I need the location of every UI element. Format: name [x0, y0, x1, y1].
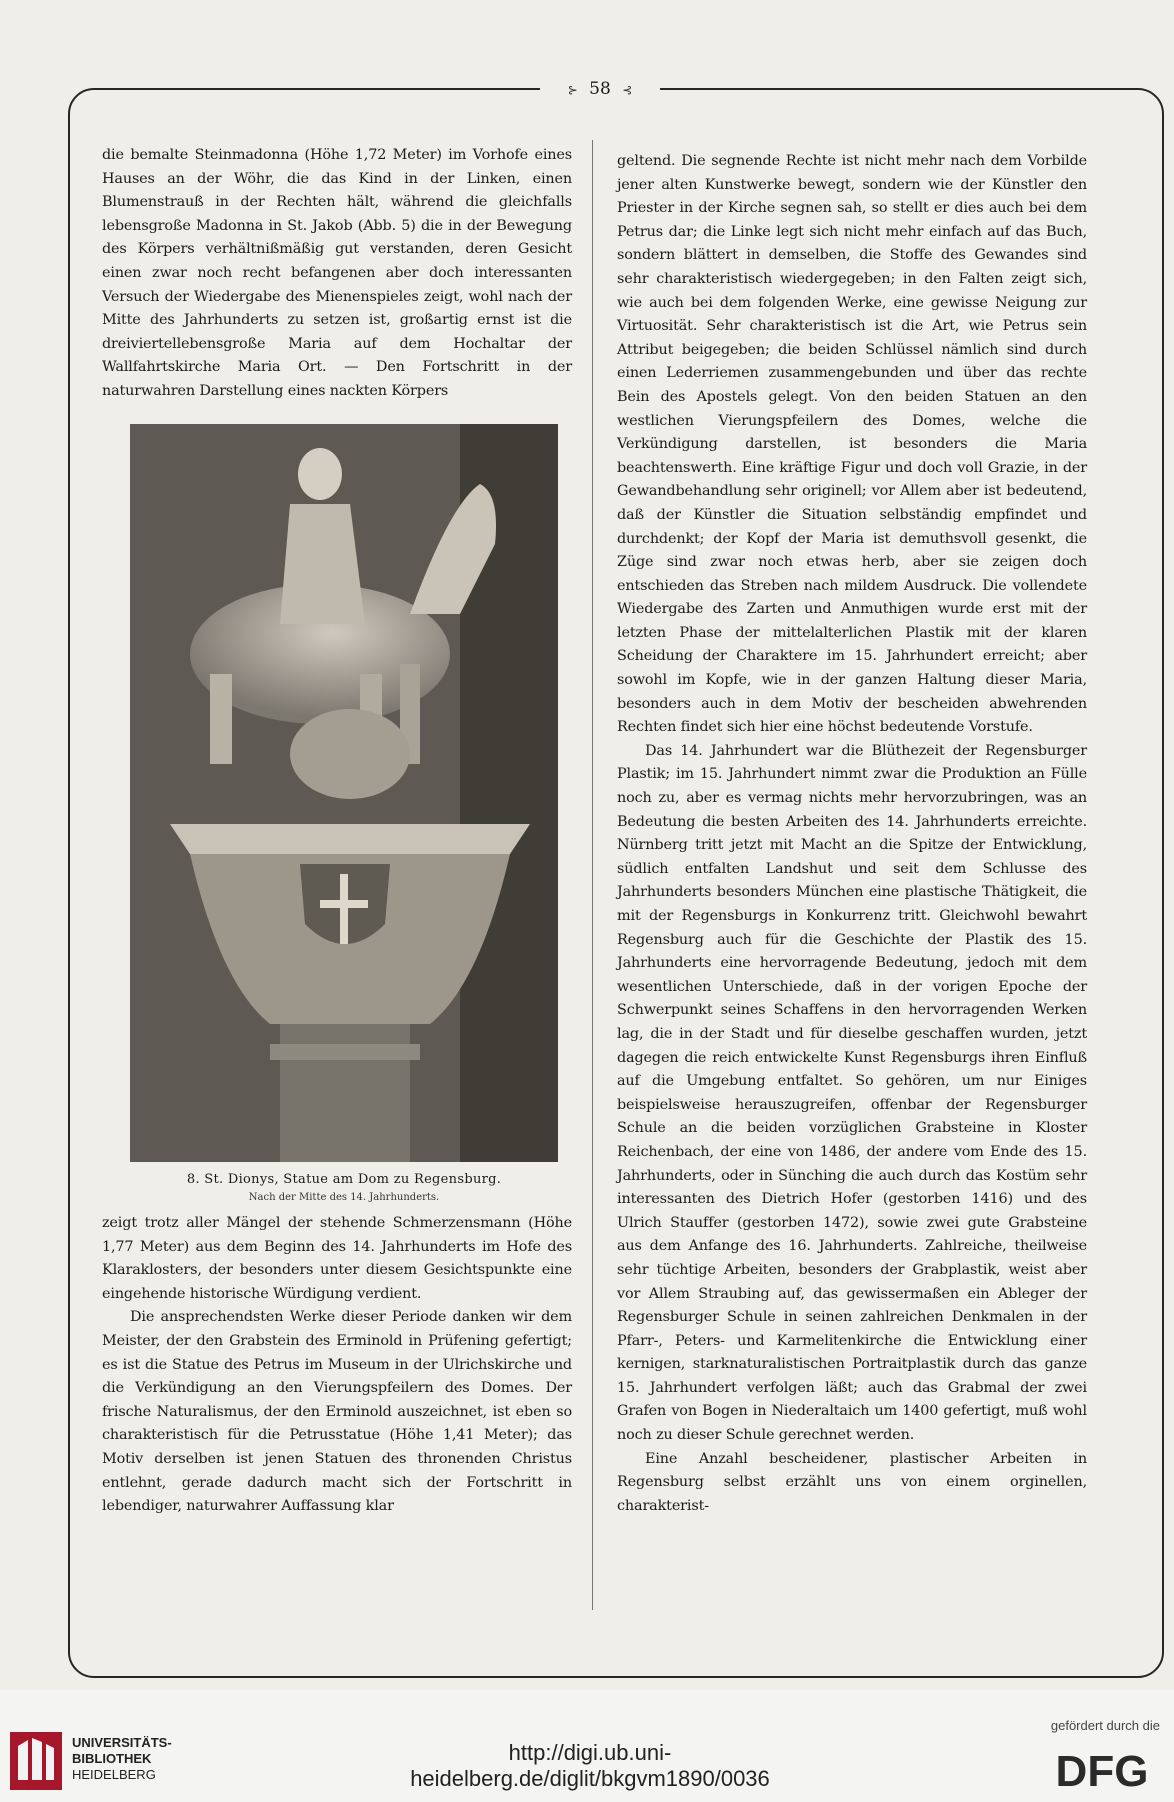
- paragraph: Die ansprechendsten Werke dieser Periode danken wir dem Meister, der den Grabstein des Erminold in Prüfening gefertigt; es ist die Statue des Petrus im Museum in der Ulrichskirche und die Verkündigung an den Vierungspfeilern des Domes. Der frische Naturalismus, der den Erminold auszeichnet, ist eben so charakteristisch für die Petrusstatue (Höhe 1,41 Meter); das Motiv derselben ist jenen Statuen des thronenden Christus entlehnt, gerade dadurch macht sich der Fortschritt in lebendiger, naturwahrer Auffassung klar: [102, 1309, 572, 1515]
- library-line: HEIDELBERG: [72, 1767, 156, 1782]
- left-column-top: [102, 144, 572, 404]
- university-library-logo: [10, 1732, 62, 1790]
- source-url-link[interactable]: http://digi.ub.uni-heidelberg.de/diglit/bkgvm1890/0036: [410, 1740, 770, 1791]
- figure-caption: [130, 1170, 558, 1206]
- equestrian-statue-image: [130, 424, 558, 1162]
- ornament-right: ⊰: [622, 83, 633, 97]
- library-name: [72, 1735, 172, 1783]
- paragraph: zeigt trotz aller Mängel der stehende Schmerzensmann (Höhe 1,77 Meter) aus dem Beginn des 14. Jahrhunderts im Hofe des Klaraklosters, der besonders unter diesem Gesichtspunkte eine eingehende historische Würdigung verdient.: [102, 1215, 572, 1302]
- paragraph: Eine Anzahl bescheidener, plastischer Arbeiten in Regensburg selbst erzählt uns von einem orginellen, charakterist-: [617, 1450, 1087, 1514]
- dfg-logo: [1042, 1740, 1162, 1796]
- left-column-bottom: [102, 1212, 572, 1519]
- library-line: BIBLIOTHEK: [72, 1751, 152, 1766]
- column-divider: [592, 140, 593, 1610]
- page-number: 58: [589, 79, 611, 99]
- statue-photograph: [130, 424, 558, 1162]
- paragraph: geltend. Die segnende Rechte ist nicht mehr nach dem Vorbilde jener alten Kunstwerke bewegt, sondern wie der Künstler den Priester in der Kirche segnen sah, so stellt er dies auch bei dem Petrus dar; die Linke legt sich nicht mehr einfach auf das Buch, sondern blättert in demselben, die Stoffe des Gewandes sind sehr charakteristisch wiedergegeben; in den Falten zeigt sich, wie auch bei dem folgenden Werke, eine gewisse Neigung zur Virtuosität. Sehr charakteristisch ist die Art, wie Petrus sein Attribut beigegeben; die beiden Schlüssel nämlich sind durch einen Lederriemen zusammengebunden und über das rechte Bein des Apostels gelegt. Von den beiden Statuen an den westlichen Vierungspfeilern des Domes, welche die Verkündigung darstellen, ist besonders die Maria beachtenswerth. Eine kräftige Figur und doch voll Grazie, in der Gewandbehandlung sehr originell; vor Allem aber ist bedeutend, daß der Künstler die Situation selbständig empfindet und durchdenkt; der Kopf der Maria ist demuthsvoll gesenkt, die Züge sind zwar noch etwas herb, aber sie zeigen doch entschieden das Streben nach mildem Ausdruck. Die vollendete Wiedergabe des Zarten und Anmuthigen wurde erst mit der letzten Phase der mittelalterlichen Plastik mit der klaren Scheidung der Charaktere im 15. Jahrhundert erreicht; aber sowohl im Kopfe, wie in der ganzen Haltung dieser Maria, besonders auch in dem Motiv der bescheiden abwehrenden Rechten findet sich hier eine höchst bedeutende Vorstufe.: [617, 153, 1087, 736]
- paragraph: Das 14. Jahrhundert war die Blüthezeit der Regensburger Plastik; im 15. Jahrhundert nimmt zwar die Produktion an Fülle noch zu, aber es vermag nichts mehr hervorzubringen, was an Bedeutung die besten Arbeiten des 14. Jahrhunderts erreichte. Nürnberg tritt jetzt mit Macht an die Spitze der Entwicklung, südlich entfalten Landshut und seit dem Schlusse des Jahrhunderts besonders München eine plastische Thätigkeit, die mit der Regensburgs in Konkurrenz tritt. Gleichwohl bewahrt Regensburg auch für die Geschichte der Plastik des 15. Jahrhunderts eine hervorragende Bedeutung, jedoch mit dem wesentlichen Unterschiede, daß in der vorigen Epoche der Schwerpunkt seines Schaffens in den hervorragenden Werken lag, die in der Stadt und für dieselbe geschaffen wurden, jetzt dagegen die reich entwickelte Kunst Regensburgs ihren Einfluß auf die Umgebung entfaltet. So gehören, um nur Einiges beispielsweise herauszugreifen, offenbar der Regensburger Schule an die beiden vorzüglichen Grabsteine in Kloster Reichenbach, der eine von 1486, der andere vom Ende des 15. Jahrhunderts, oder in Sünching die auch durch das Kostüm sehr interessanten des Dietrich Hofer (gestorben 1416) und des Ulrich Stauffer (gestorben 1472), sowie zwei gute Grabsteine aus dem Anfange des 16. Jahrhunderts. Zahlreiche, theilweise sehr tüchtige Arbeiten, besonders der Grabplastik, weist aber vor Allem Straubing auf, das gewissermaßen ein Ableger der Regensburger Schule in seinen zahlreichen Denkmalen in der Pfarr-, Peters- und Karmelitenkirche die Entwicklung einer kernigen, starknaturalistischen Portraitplastik durch das ganze 15. Jahrhundert verfolgen läßt; auch das Grabmal der zwei Grafen von Bogen in Niederaltaich um 1400 gefertigt, muß wohl noch zu dieser Schule gerechnet werden.: [617, 742, 1087, 1444]
- caption-subtitle: Nach der Mitte des 14. Jahrhunderts.: [248, 1192, 440, 1203]
- funding-note: gefördert durch die: [1050, 1718, 1160, 1733]
- caption-title: 8. St. Dionys, Statue am Dom zu Regensburg.: [186, 1172, 502, 1187]
- dfg-logo-text: DFG: [1055, 1747, 1149, 1796]
- paragraph: die bemalte Steinmadonna (Höhe 1,72 Meter) im Vorhofe eines Hauses an der Wöhr, die das Kind in der Linken, einen Blumenstrauß in der Rechten hält, während die gleichfalls lebensgroße Madonna in St. Jakob (Abb. 5) die in der Bewegung des Körpers verhältnißmäßig gut verstanden, deren Gesicht einen zwar noch recht befangenen aber doch interessanten Versuch der Wiedergabe des Mienenspieles zeigt, wohl nach der Mitte des Jahrhunderts zu setzen ist, großartig ernst ist die dreiviertellebensgroße Maria auf dem Hochaltar der Wallfahrtskirche Maria Ort. — Den Fortschritt in der naturwahren Darstellung eines nackten Körpers: [102, 147, 572, 399]
- ornament-left: ⊱: [567, 83, 578, 97]
- right-column: [617, 150, 1087, 1518]
- page-number-header: [540, 74, 660, 104]
- library-line: UNIVERSITÄTS-: [72, 1735, 172, 1750]
